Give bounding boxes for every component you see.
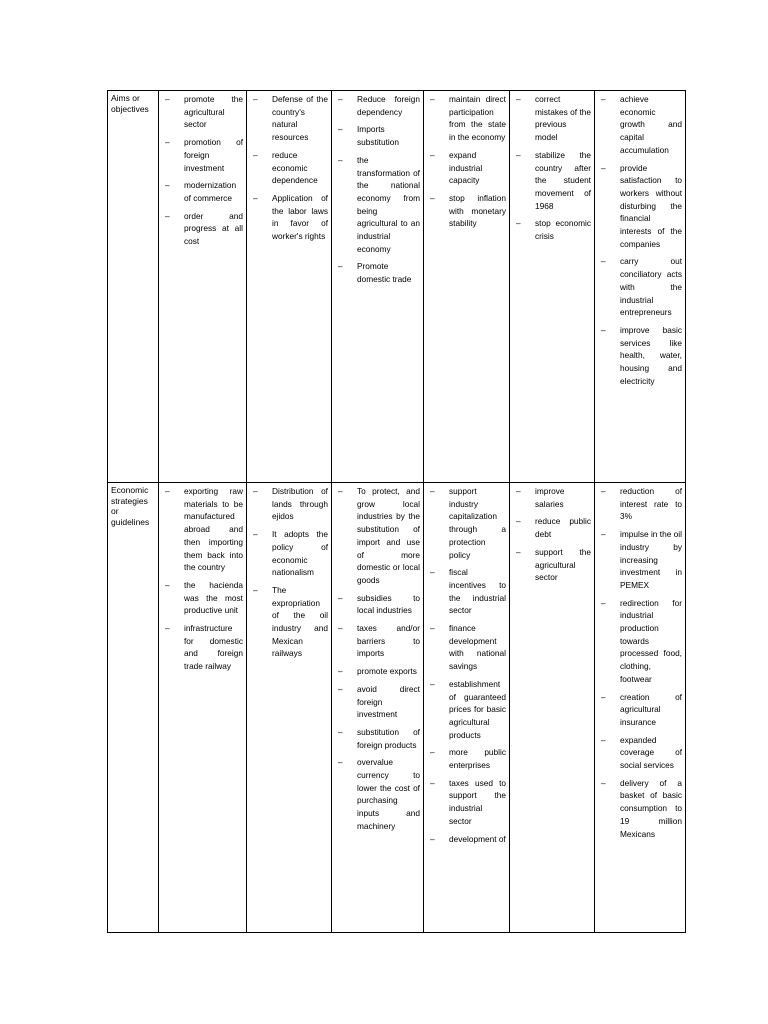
row-header: Economic strategies or guidelines <box>111 485 150 527</box>
list-item <box>162 179 243 204</box>
list-item <box>513 217 591 242</box>
table-row-aims <box>108 91 686 483</box>
list-item <box>598 485 682 523</box>
table-cell <box>332 91 424 483</box>
list-item-text: – reduce economic dependence <box>272 149 318 186</box>
list-item <box>598 691 682 729</box>
list-item <box>427 777 506 828</box>
table-cell <box>424 483 510 933</box>
list-item <box>162 622 243 673</box>
table-cell <box>424 91 510 483</box>
list-item <box>513 149 591 213</box>
list-item-text: – provide satisfaction to workers without disturbing the financial interests of the companies <box>620 162 682 249</box>
list-item-text: – support the agricultural sector <box>535 546 591 583</box>
list-item <box>427 746 506 771</box>
policy-table <box>107 90 686 933</box>
list-item-text: – stop inflation with monetary stability <box>449 192 506 229</box>
list-item <box>162 136 243 174</box>
list-item <box>335 665 420 678</box>
list-item <box>250 584 328 660</box>
list-item-text: – taxes and/or barriers to imports <box>357 623 420 659</box>
list-item-text: – subsidies to local industries <box>357 592 420 616</box>
list-item-text: – more public enterprises <box>449 747 506 771</box>
bullet-list <box>513 485 591 584</box>
bullet-list <box>162 485 243 673</box>
row-header: Aims or objectives <box>111 93 149 114</box>
list-item-text: – impulse in the oil industry by increasing investment in PEMEX <box>620 529 682 590</box>
list-item-text: – stabilize the country after the student movement of 1968 <box>535 149 591 211</box>
table-cell <box>332 483 424 933</box>
list-item <box>598 255 682 319</box>
row-header-cell <box>108 483 159 933</box>
list-item <box>598 162 682 251</box>
list-item-text: – Reduce foreign dependency <box>357 94 420 117</box>
table-cell <box>247 91 332 483</box>
list-item <box>335 485 420 587</box>
list-item-text: – carry out conciliatory acts with the industrial entrepreneurs <box>620 256 682 318</box>
row-header-cell <box>108 91 159 483</box>
list-item-text: – reduction of interest rate to 3% <box>620 486 682 522</box>
list-item <box>513 485 591 510</box>
list-item-text: – Imports substitution <box>357 124 399 148</box>
list-item <box>250 485 328 523</box>
list-item-text: – promote exports <box>357 666 417 677</box>
list-item-text: – order and progress at all cost <box>184 210 243 247</box>
list-item-text: – expanded coverage of social services <box>620 734 682 771</box>
bullet-list <box>250 93 328 243</box>
table-cell <box>510 91 595 483</box>
list-item <box>427 192 506 230</box>
list-item <box>250 93 328 144</box>
list-item <box>427 149 506 187</box>
list-item-text: – establishment of guaranteed prices for basic agricultural products <box>449 678 506 740</box>
list-item <box>513 93 591 144</box>
list-item-text: – overvalue currency to lower the cost of purchasing inputs and machinery <box>357 757 420 831</box>
bullet-list <box>162 93 243 248</box>
list-item-text: – the hacienda was the most productive unit <box>184 579 243 616</box>
list-item-text: – substitution of foreign products <box>357 726 420 750</box>
list-item-text: – Distribution of lands through ejidos <box>272 486 328 522</box>
table-cell <box>510 483 595 933</box>
list-item-text: – Defense of the country's natural resources <box>272 94 328 143</box>
list-item-text: – It adopts the policy of economic nationalism <box>272 529 328 578</box>
list-item-text: – expand industrial capacity <box>449 149 483 186</box>
list-item <box>335 592 420 617</box>
list-item-text: – development of <box>449 833 506 844</box>
table-cell <box>595 91 686 483</box>
list-item-text: – Application of the labor laws in favor of worker's rights <box>272 192 328 242</box>
list-item-text: – The expropriation of the oil industry and Mexican railways <box>272 584 328 659</box>
list-item <box>335 622 420 660</box>
list-item-text: – finance development with national savings <box>449 623 506 672</box>
list-item <box>427 93 506 144</box>
list-item-text: – correct mistakes of the previous model <box>535 94 591 143</box>
list-item <box>335 726 420 751</box>
list-item-text: – improve salaries <box>535 486 565 509</box>
bullet-list <box>598 485 682 840</box>
list-item-text: – avoid direct foreign investment <box>357 683 420 720</box>
list-item <box>427 485 506 561</box>
table-cell <box>159 483 247 933</box>
table-cell <box>595 483 686 933</box>
list-item <box>162 93 243 131</box>
list-item-text: – fiscal incentives to the industrial sector <box>449 567 506 616</box>
list-item-text: – promote the agricultural sector <box>184 94 243 130</box>
list-item-text: – support industry capitalization through a protection policy <box>449 486 506 560</box>
list-item <box>598 734 682 772</box>
list-item <box>598 93 682 157</box>
bullet-list <box>598 93 682 387</box>
bullet-list <box>427 93 506 230</box>
list-item-text: – infrastructure for domestic and foreign trade railway <box>184 623 243 672</box>
bullet-list <box>335 485 420 833</box>
list-item <box>335 683 420 721</box>
bullet-list <box>250 485 328 660</box>
bullet-list <box>427 485 506 845</box>
list-item <box>335 756 420 832</box>
list-item-text: – exporting raw materials to be manufactured abroad and then importing them back into the country <box>184 486 243 573</box>
list-item <box>162 485 243 574</box>
list-item <box>427 678 506 742</box>
list-item <box>335 260 420 285</box>
list-item <box>335 93 420 118</box>
list-item <box>427 566 506 617</box>
list-item <box>513 546 591 584</box>
list-item-text: – Promote domestic trade <box>357 261 412 285</box>
list-item-text: – modernization of commerce <box>184 180 237 203</box>
list-item <box>598 528 682 592</box>
list-item <box>427 622 506 673</box>
list-item-text: – the transformation of the national economy from being agricultural to an industrial economy <box>357 154 420 254</box>
list-item <box>598 597 682 686</box>
list-item <box>335 154 420 256</box>
list-item <box>250 528 328 579</box>
list-item-text: – delivery of a basket of basic consumption to 19 million Mexicans <box>620 777 682 839</box>
list-item <box>162 579 243 617</box>
list-item-text: – maintain direct participation from the state in the economy <box>449 94 506 143</box>
list-item <box>427 833 506 846</box>
bullet-list <box>335 93 420 286</box>
list-item-text: – taxes used to support the industrial sector <box>449 777 506 826</box>
bullet-list <box>513 93 591 243</box>
list-item <box>335 123 420 148</box>
list-item-text: – promotion of foreign investment <box>184 137 243 173</box>
list-item-text: – stop economic crisis <box>535 218 591 242</box>
list-item-text: – creation of agricultural insurance <box>620 691 682 727</box>
list-item <box>598 324 682 388</box>
list-item-text: – improve basic services like health, water, housing and electricity <box>620 324 682 386</box>
list-item <box>250 192 328 243</box>
list-item-text: – To protect, and grow local industries by the substitution of import and use of more domestic or local goods <box>357 486 420 585</box>
list-item-text: – reduce public debt <box>535 516 591 540</box>
table-row-economic-strategies <box>108 483 686 933</box>
list-item <box>598 777 682 841</box>
list-item <box>513 515 591 540</box>
list-item <box>162 210 243 248</box>
list-item-text: – achieve economic growth and capital accumulation <box>620 94 682 155</box>
list-item-text: – redirection for industrial production towards processed food, clothing, footwear <box>620 597 682 684</box>
table-cell <box>247 483 332 933</box>
table-cell <box>159 91 247 483</box>
list-item <box>250 149 328 187</box>
